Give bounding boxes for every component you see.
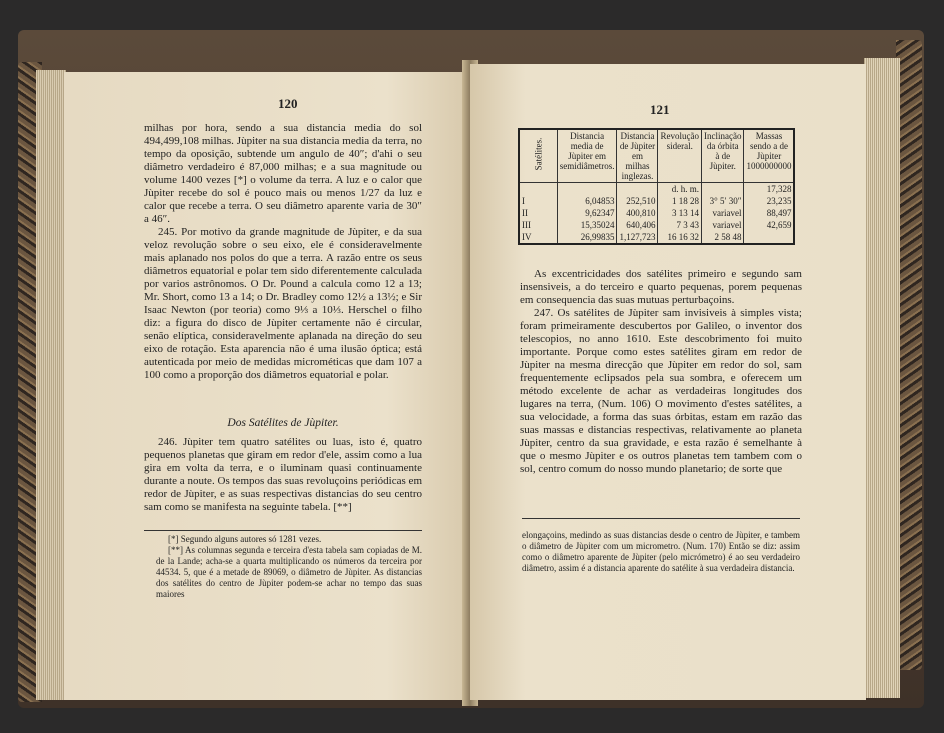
table-cell	[744, 231, 795, 244]
table-cell: 88,497	[744, 207, 795, 219]
table-cell: 26,99835	[557, 231, 617, 244]
table-cell: variavel	[701, 219, 743, 231]
table-cell: 16 16 32	[658, 231, 702, 244]
paragraph-247: 247. Os satélites de Jùpiter sam invisiveis à simples vista; foram primeiramente descubertos por Galileo, o inventor dos telescopios, no anno 1610. Este descobrimento foi muito importante. Porque como estes satélites giram em redor de Jùpiter na mesma direcção que Jùpiter em redor do sol, sam frequentemente eclipsados pela sua sombra, e oferecem um método excelente de achar as verdadeiras longitudes dos lugares na terra, (Num. 106) O movimento d'estes satélites, a sua velocidade, a forma das suas órbitas, estam em razão das suas massas e distancias respectivas, relativamente ao planeta Jùpiter, centro da sua gravidade, e esta razão é semelhante à que o mesmo Jùpiter e os outros planetas tem tambem com o sol, centro comum do nosso mundo planetario; de sorte que	[520, 307, 802, 475]
table-cell: 23,235	[744, 195, 795, 207]
table-cell: 9,62347	[557, 207, 617, 219]
table-cell: 15,35024	[557, 219, 617, 231]
table-header-cell: Inclinação da órbita à de Jùpiter.	[701, 129, 743, 183]
table-cell: IV	[519, 231, 557, 244]
table-cell	[557, 183, 617, 196]
table-cell: 7 3 43	[658, 219, 702, 231]
table-row	[519, 207, 794, 219]
right-page-number: 121	[650, 102, 670, 117]
paragraph-246: 246. Jùpiter tem quatro satélites ou luas, isto é, quatro pequenos planetas que giram em redor d'ele, assim como a lua gira em volta da terra, e o iluminam quasi continuamente durante a noute. Os tempos das suas revoluçoins periódicas em redor de Jùpiter, e as suas respectivas distancias do seu centro sam como se manifesta na seguinte tabela. [**]	[144, 436, 422, 513]
footnote-rule-right	[522, 518, 800, 519]
table-header-cell: Satélites.	[519, 129, 557, 183]
left-footnotes	[156, 534, 422, 600]
table-cell: 1 18 28	[658, 195, 702, 207]
table-cell: 1,127,723	[617, 231, 658, 244]
right-body	[520, 268, 802, 476]
table-cell: d. h. m.	[658, 183, 702, 196]
table-cell: 252,510	[617, 195, 658, 207]
left-body-2	[144, 436, 422, 514]
left-page	[64, 72, 468, 700]
table-row	[519, 219, 794, 231]
table-cell: 17,328	[744, 183, 795, 196]
left-page-number: 120	[278, 96, 298, 111]
table-cell: variavel	[701, 207, 743, 219]
table-cell: III	[519, 219, 557, 231]
table-row	[519, 195, 794, 207]
page-edges-left	[36, 70, 66, 700]
table-cell: 42,659	[744, 219, 795, 231]
paragraph-244-continuation: milhas por hora, sendo a sua distancia media do sol 494,499,108 milhas. Jùpiter na sua distancia media da terra, no tempo da oposição, subtende um angulo de 40″; d'ahi o seu diâmetro verdadeiro é 87,000 milhas; e a sua magnitude ou volume 1400 vezes [*] o volume da terra. A luz e o calor que Jùpiter recebe do sol é pouco mais ou menos 1/27 da luz e calor que recebe a terra. O seu diâmetro aparente varia de 30″ a 46″.	[144, 122, 422, 225]
table-cell: 3° 5′ 30″	[701, 195, 743, 207]
table-cell: 2 58 48	[701, 231, 743, 244]
table-header-cell: Revolução sideral.	[658, 129, 702, 183]
left-body	[144, 122, 422, 382]
table-cell: 640,406	[617, 219, 658, 231]
table-header-cell: Distancia media de Jùpiter em semidiâmetros.	[557, 129, 617, 183]
table-cell	[519, 183, 557, 196]
table-header-cell: Distancia de Jùpiter em milhas inglezas.	[617, 129, 658, 183]
paragraph-245: 245. Por motivo da grande magnitude de Jùpiter, e da sua veloz revolução sobre o seu eixo, ele é consideravelmente mais aplanado nos polos do que a terra. A razão entre os seus diâmetros equatorial e polar tem sido diferentemente calculada por varios astrônomos. O Dr. Pound a calcula como 12 a 13; Mr. Short, como 13 a 14; o Dr. Bradley como 12½ a 13½; e Sir Isaac Newton (por teoria) como 9⅓ a 10⅓. Herschel o filho diz: a figura do disco de Jùpiter certamente não é circular, senão elíptica, consideravelmente aplanada na direção do seu eixo de rotação. Esta aparencia não é uma ilusão óptica; está autenticada por meio de medidas microméticas que dam 107 a 100 como a proporção dos diâmetros equatorial e polar.	[144, 226, 422, 381]
footnote-continuation: elongaçoins, medindo as suas distancias desde o centro de Jùpiter, e tambem o diâmetro de Jùpiter com um micrometro. (Num. 170) Então se diz: assim como o diâmetro aparente de Jùpiter (pelo micrómetro) é ao seu verdadeiro diâmetro, assim é a distancia aparente do satélite à sua verdadeira distancia.	[522, 530, 800, 573]
table-row	[519, 231, 794, 244]
table-row	[519, 183, 794, 196]
right-footnotes	[522, 530, 800, 574]
table-cell	[701, 183, 743, 196]
footnote-1: [*] Segundo alguns autores só 1281 vezes.	[168, 534, 322, 544]
table-cell: 6,04853	[557, 195, 617, 207]
table-cell	[617, 183, 658, 196]
table-cell: 3 13 14	[658, 207, 702, 219]
satellites-table	[518, 128, 795, 245]
page-edges-right	[864, 58, 900, 698]
footnote-rule	[144, 530, 422, 531]
table-header-row	[519, 129, 794, 183]
section-heading: Dos Satélites de Jùpiter.	[227, 417, 339, 429]
table-header-cell: Massas sendo a de Jùpiter 1000000000	[744, 129, 795, 183]
table-cell: I	[519, 195, 557, 207]
right-page	[470, 64, 866, 700]
table-cell: II	[519, 207, 557, 219]
table-cell: 400,810	[617, 207, 658, 219]
footnote-2: [**] As columnas segunda e terceira d'esta tabela sam copiadas de M. de la Lande; acha-se a quarta multiplicando os números da terceira por 44534. 5, que é a metade de 89069, o diâmetro de Jùpiter. As distancias dos satélites do centro de Jùpiter podem-se achar no tempo das suas maiores	[156, 545, 422, 599]
paragraph-eccentricities: As excentricidades dos satélites primeiro e segundo sam insensiveis, a do terceiro e quarto pequenas, porem pequenas em consequencia das suas mutuas perturbaçoins.	[520, 268, 802, 306]
